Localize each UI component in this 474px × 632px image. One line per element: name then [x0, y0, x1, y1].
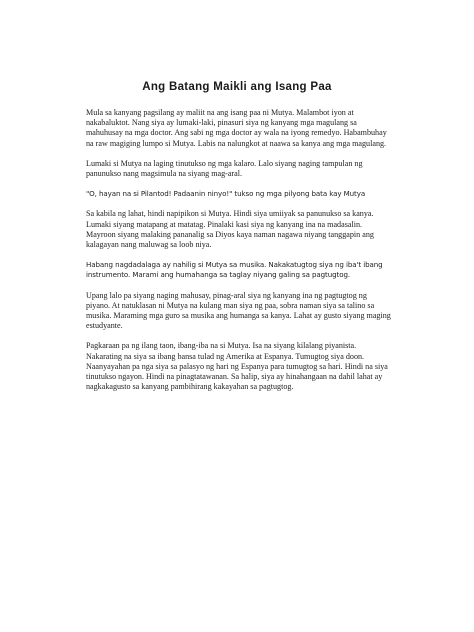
- paragraph-7: Pagkaraan pa ng ilang taon, ibang-iba na si Mutya. Isa na siyang kilalang piyanista. Nakarating na siya sa ibang bansa tulad ng Amerika at Espanya. Tumugtog siya doon. Naanyayahan pa nga siya sa palasyo ng hari ng Espanya para tumugtog sa hari. Hindi na siya tinutukso ngayon. Hindi na pinagtatawanan. Sa halip, siya ay hinahangaan na dahil lahat ay nagkakagusto sa kanyang pambihirang kakayahan sa pagtugtog.: [86, 341, 388, 392]
- paragraph-2: Lumaki si Mutya na laging tinutukso ng mga kalaro. Lalo siyang naging tampulan ng panunukso nang magsimula na siyang mag-aral.: [86, 158, 363, 179]
- paragraph-3-quote: "O, hayan na si Pilantod! Padaanin ninyo!" tukso ng mga pilyong bata kay Mutya: [86, 189, 366, 199]
- paragraph-4: Sa kabila ng lahat, hindi napipikon si Mutya. Hindi siya umiiyak sa panunukso sa kanya. Lumaki siyang matapang at matatag. Pinalaki kasi siya ng kanyang ina na madasalin. Mayroon siyang malaking pananalig sa Diyos kaya naman nagawa niyang tanggapin ang kalagayan nang maluwag sa loob niya.: [86, 209, 374, 250]
- document-title: Ang Batang Maikli ang Isang Paa: [142, 81, 332, 93]
- paragraph-6: Upang lalo pa siyang naging mahusay, pinag-aral siya ng kanyang ina ng pagtugtog ng piyano. At natuklasan ni Mutya na kulang man siya ng paa, sobra naman siya sa talino sa musika. Maraming mga guro sa musika ang humanga sa kanya. Lahat ay gusto siyang maging estudyante.: [86, 290, 391, 331]
- paragraph-1: Mula sa kanyang pagsilang ay maliit na ang isang paa ni Mutya. Malambot iyon at nakabaluktot. Nang siya ay lumaki-laki, pinasuri siya ng kanyang mga magulang sa mahuhusay na mga doctor. Ang sabi ng mga doctor ay wala na iyong remedyo. Habambuhay na raw magiging lumpo si Mutya. Labis na nalungkot at naawa sa kanya ang mga magulang.: [86, 108, 387, 148]
- paragraph-5: Habang nagdadalaga ay nahilig si Mutya sa musika. Nakakatugtog siya ng iba't ibang instrumento. Marami ang humahanga sa taglay niyang galing sa pagtugtog.: [86, 260, 383, 280]
- document-body: [86, 108, 392, 402]
